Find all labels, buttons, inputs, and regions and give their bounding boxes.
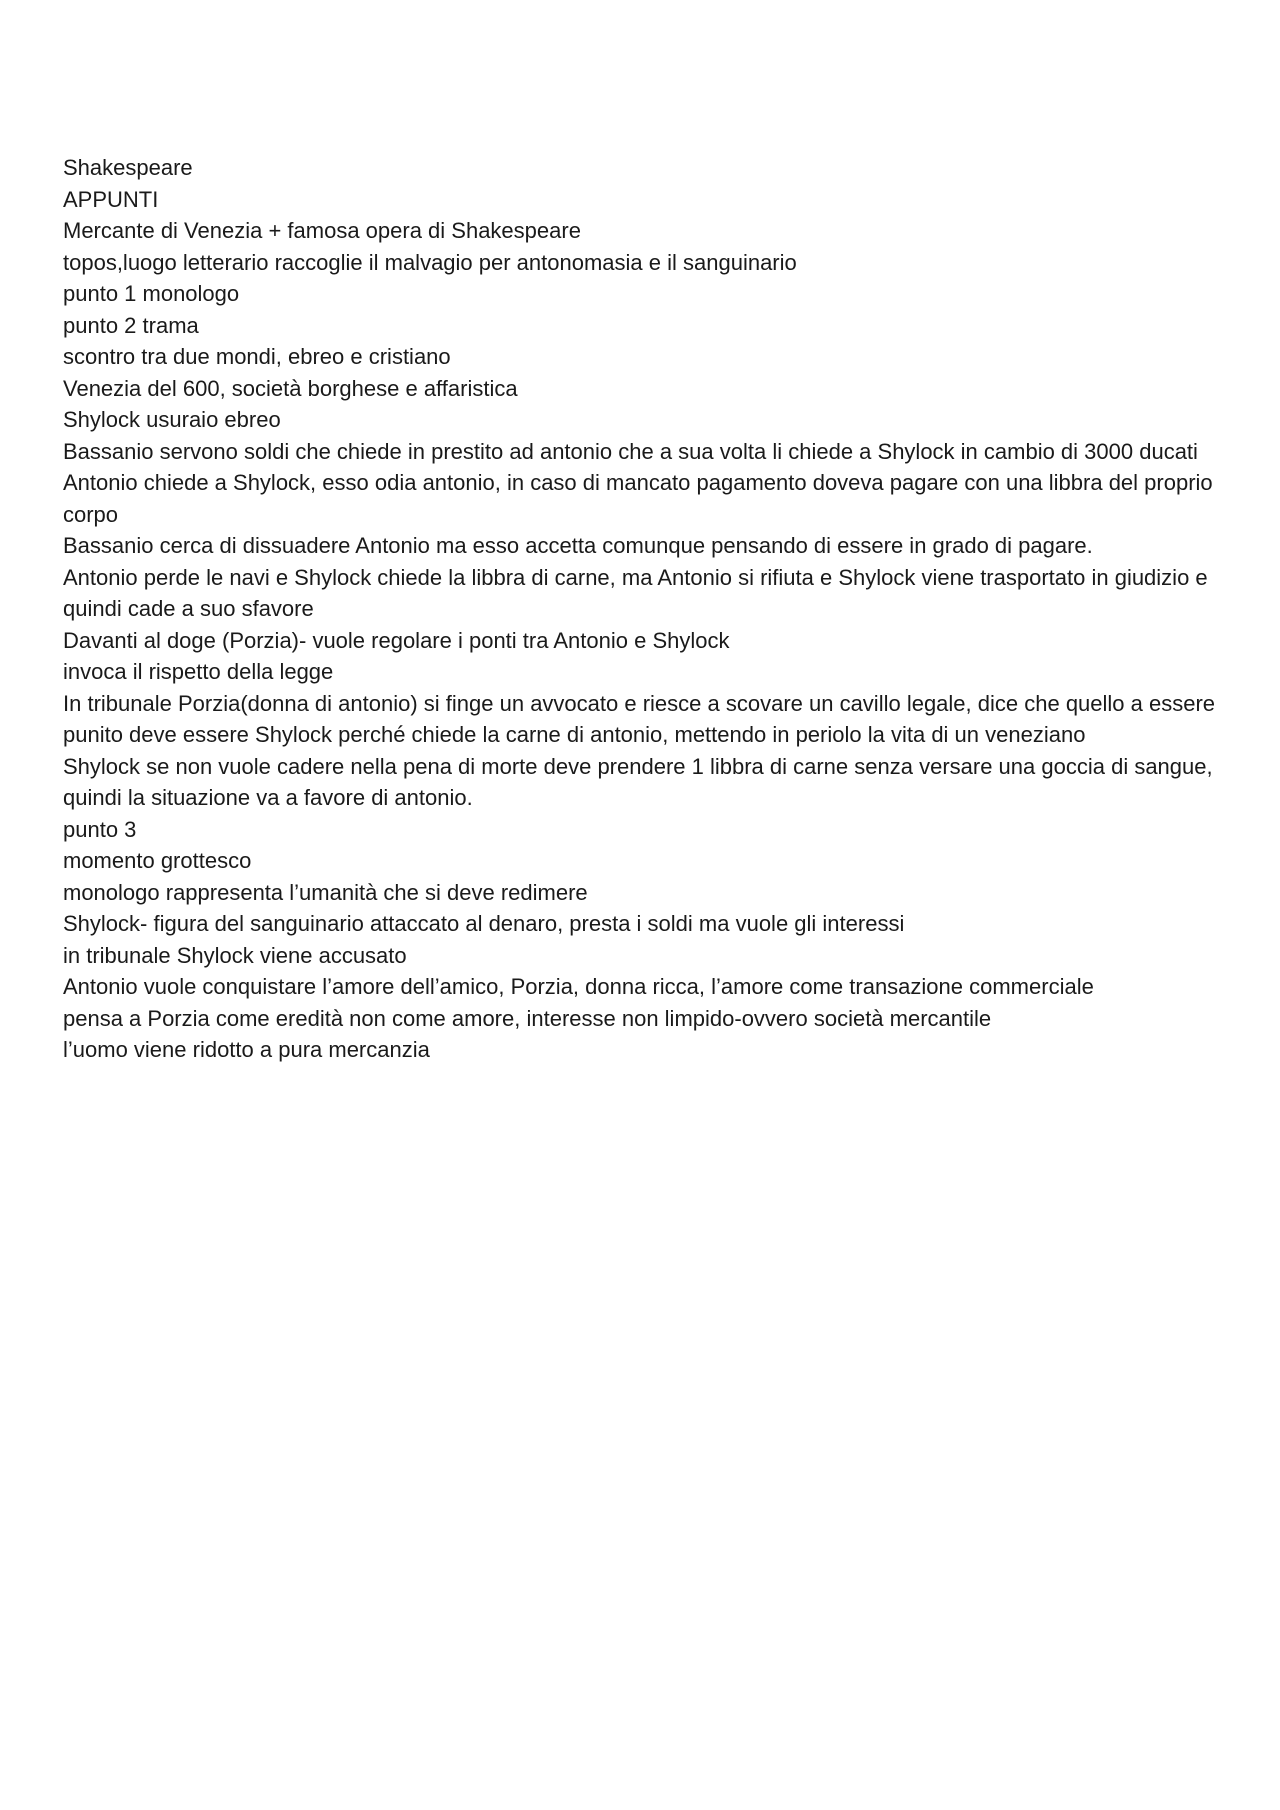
text-line: topos,luogo letterario raccoglie il malvagio per antonomasia e il sanguinario bbox=[63, 249, 797, 275]
text-line: Davanti al doge (Porzia)- vuole regolare i ponti tra Antonio e Shylock bbox=[63, 627, 730, 653]
text-line: punto 3 bbox=[63, 816, 137, 842]
text-line: Antonio perde le navi e Shylock chiede la libbra di carne, ma Antonio si rifiuta e Shylock viene trasportato in giudizio e quindi cade a suo sfavore bbox=[63, 564, 1208, 621]
text-line: In tribunale Porzia(donna di antonio) si finge un avvocato e riesce a scovare un cavillo legale, dice che quello a essere punito deve essere Shylock perché chiede la carne di antonio, mettendo in periolo la vita di un veneziano bbox=[63, 690, 1216, 747]
text-line: Shylock se non vuole cadere nella pena di morte deve prendere 1 libbra di carne senza versare una goccia di sangue, quindi la situazione va a favore di antonio. bbox=[63, 753, 1213, 810]
text-line: pensa a Porzia come eredità non come amore, interesse non limpido-ovvero società mercantile bbox=[63, 1005, 992, 1031]
text-line: punto 2 trama bbox=[63, 312, 199, 338]
document-body bbox=[63, 152, 1223, 1066]
text-line: Shylock- figura del sanguinario attaccato al denaro, presta i soldi ma vuole gli interessi bbox=[63, 911, 905, 936]
doc-title: Shakespeare bbox=[63, 155, 193, 180]
doc-subtitle: APPUNTI bbox=[63, 186, 159, 212]
text-line: scontro tra due mondi, ebreo e cristiano bbox=[63, 344, 451, 369]
text-line: Venezia del 600, società borghese e affaristica bbox=[63, 375, 518, 401]
text-line: Mercante di Venezia + famosa opera di Shakespeare bbox=[63, 218, 581, 243]
text-line: Antonio chiede a Shylock, esso odia antonio, in caso di mancato pagamento doveva pagare con una libbra del proprio corpo bbox=[63, 470, 1213, 527]
text-line: momento grottesco bbox=[63, 848, 252, 873]
text-line: Antonio vuole conquistare l’amore dell’amico, Porzia, donna ricca, l’amore come transazione commerciale bbox=[63, 974, 1094, 999]
text-line: invoca il rispetto della legge bbox=[63, 659, 334, 684]
text-line: Bassanio servono soldi che chiede in prestito ad antonio che a sua volta li chiede a Shylock in cambio di 3000 ducati bbox=[63, 438, 1198, 464]
text-line: Bassanio cerca di dissuadere Antonio ma esso accetta comunque pensando di essere in grado di pagare. bbox=[63, 533, 1093, 558]
text-line: monologo rappresenta l’umanità che si deve redimere bbox=[63, 879, 588, 905]
text-line: punto 1 monologo bbox=[63, 281, 240, 306]
text-line: Shylock usuraio ebreo bbox=[63, 407, 281, 432]
text-line: in tribunale Shylock viene accusato bbox=[63, 942, 407, 968]
text-line: l’uomo viene ridotto a pura mercanzia bbox=[63, 1037, 430, 1062]
